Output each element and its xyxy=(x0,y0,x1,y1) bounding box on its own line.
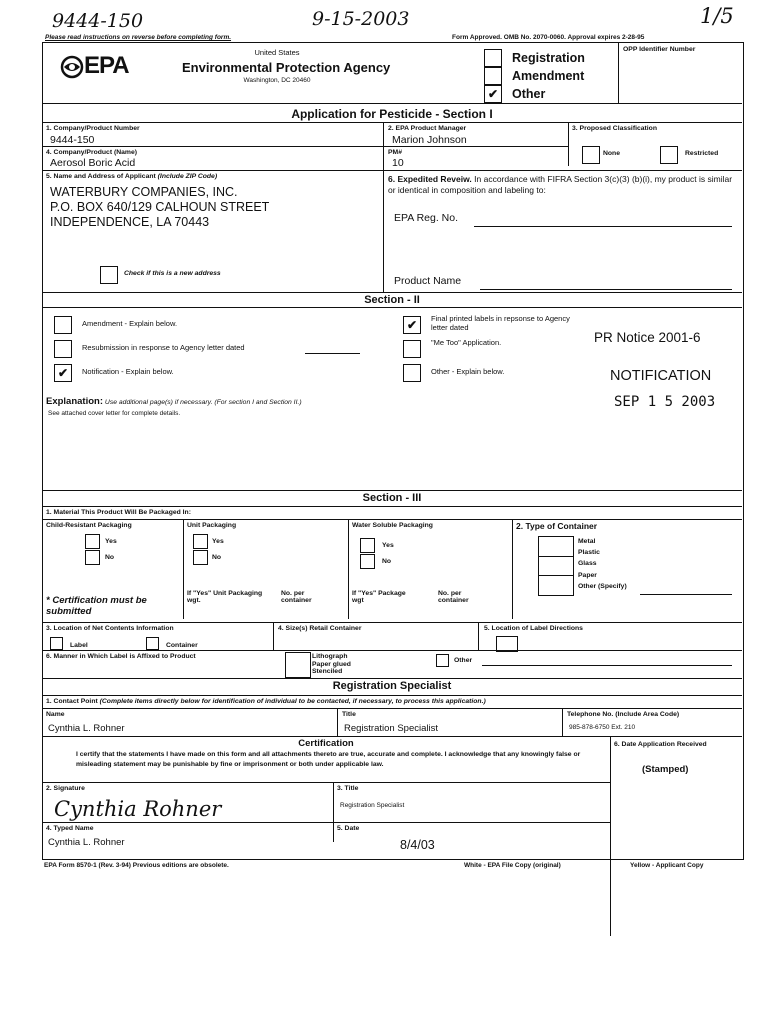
child-resistant-no-label: No xyxy=(105,554,115,561)
final-labels-label: Final printed labels in repsonse to Agency letter dated xyxy=(431,314,570,332)
applicant-label: 5. Name and Address of Applicant (Include ZIP Code) xyxy=(46,173,218,180)
material-label: 1. Material This Product Will Be Packaged In: xyxy=(46,509,191,516)
other-label: Other xyxy=(512,87,546,101)
unit-packaging-yes-checkbox[interactable] xyxy=(193,534,208,549)
class-none-label: None xyxy=(603,150,620,157)
class-restricted-checkbox[interactable] xyxy=(660,146,678,164)
contact-point-label: 1. Contact Point (Complete items directly below for identification of individual to be contacted, if necessary, to process this application.) xyxy=(46,698,486,705)
phone[interactable]: 985-878-6750 Ext. 210 xyxy=(569,724,636,731)
me-too-checkbox[interactable] xyxy=(403,340,421,358)
epa-flower-icon xyxy=(60,55,84,79)
new-address-checkbox[interactable] xyxy=(100,266,118,284)
phone-label: Telephone No. (Include Area Code) xyxy=(567,711,680,718)
unit-packaging-wgt-label: If "Yes" Unit Packaging wgt. xyxy=(187,590,263,605)
package-wgt-label: If "Yes" Package wgt xyxy=(352,590,406,605)
manner-checkboxes[interactable] xyxy=(285,652,311,678)
unit-packaging-label: Unit Packaging xyxy=(187,522,237,529)
title3[interactable]: Registration Specialist xyxy=(340,802,405,809)
contact-title[interactable]: Registration Specialist xyxy=(344,723,438,734)
typed-name-label: 4. Typed Name xyxy=(46,825,94,832)
typed-name[interactable]: Cynthia L. Rohner xyxy=(48,837,125,848)
amendment-explain-checkbox[interactable] xyxy=(54,316,72,334)
stamp-date: SEP 1 5 2003 xyxy=(614,394,716,410)
water-soluble-yes-label: Yes xyxy=(382,542,394,549)
pkg-no-per-container-label: No. per container xyxy=(438,590,469,605)
signature-label: 2. Signature xyxy=(46,785,85,792)
registration-checkbox[interactable] xyxy=(484,49,502,67)
company-product-number[interactable]: 9444-150 xyxy=(50,134,95,146)
section3-title: Section - III xyxy=(362,492,422,504)
product-name2-line[interactable] xyxy=(480,289,732,290)
child-resistant-label: Child-Resistant Packaging xyxy=(46,522,132,529)
net-contents-container-opt: Container xyxy=(166,642,198,649)
date[interactable]: 8/4/03 xyxy=(400,838,435,852)
other-explain-checkbox[interactable] xyxy=(403,364,421,382)
final-labels-checkbox[interactable]: ✔ xyxy=(403,316,421,334)
net-contents-label-checkbox[interactable] xyxy=(50,637,63,650)
other-checkbox[interactable]: ✔ xyxy=(484,85,502,103)
product-manager[interactable]: Marion Johnson xyxy=(392,134,467,146)
stamped-label: (Stamped) xyxy=(642,764,689,775)
manner-other-label: Other xyxy=(454,657,473,664)
child-resistant-yes-label: Yes xyxy=(105,538,117,545)
me-too-label: "Me Too" Application. xyxy=(431,338,502,347)
resubmission-checkbox[interactable] xyxy=(54,340,72,358)
section4-title: Registration Specialist xyxy=(332,680,452,692)
expedited-review: 6. Expedited Reveiw. In accordance with FIFRA Section 3(c)(3) (b)(i), my product is similar or identical in composition and labeling to: xyxy=(388,174,733,195)
unit-no-per-container-label: No. per container xyxy=(281,590,312,605)
manner-other-line[interactable] xyxy=(482,665,732,666)
handwritten-date: 9-15-2003 xyxy=(312,8,410,30)
proposed-classification-label: 3. Proposed Classification xyxy=(572,125,657,132)
agency-city: Washington, DC 20460 xyxy=(243,77,311,84)
amendment-checkbox[interactable] xyxy=(484,67,502,85)
section1-title: Application for Pesticide - Section I xyxy=(291,107,493,121)
net-contents-label-opt: Label xyxy=(70,642,88,649)
explanation-text[interactable]: See attached cover letter for complete details. xyxy=(48,410,181,417)
manner-other-checkbox[interactable] xyxy=(436,654,449,667)
applicant-address[interactable]: WATERBURY COMPANIES, INC. P.O. BOX 640/129 CALHOUN STREET INDEPENDENCE, LA 70443 xyxy=(50,185,270,229)
manner-options: Lithograph Paper glued Stenciled xyxy=(312,653,351,675)
container-type-list: Metal Plastic Glass Paper Other (Specify) xyxy=(578,538,627,590)
notification-label: Notification - Explain below. xyxy=(82,367,174,376)
other-explain-label: Other - Explain below. xyxy=(431,367,505,376)
yellow-copy: Yellow - Applicant Copy xyxy=(630,862,704,869)
container-type-checkboxes[interactable] xyxy=(538,536,574,596)
signature[interactable]: Cynthia Rohner xyxy=(54,797,222,821)
unit-packaging-yes-label: Yes xyxy=(212,538,224,545)
certification-must-note: * Certification must be submitted xyxy=(46,595,147,617)
net-contents-label: 3. Location of Net Contents Information xyxy=(46,625,174,632)
product-name-label: 4. Company/Product (Name) xyxy=(46,149,138,156)
white-copy: White - EPA File Copy (original) xyxy=(464,862,561,869)
class-none-checkbox[interactable] xyxy=(582,146,600,164)
section2-title: Section - II xyxy=(364,294,420,306)
new-address-label: Check if this is a new address xyxy=(124,270,221,277)
agency-small: United States xyxy=(254,48,300,57)
product-name[interactable]: Aerosol Boric Acid xyxy=(50,157,136,169)
product-manager-label: 2. EPA Product Manager xyxy=(388,125,467,132)
date-received-label: 6. Date Application Received xyxy=(614,741,707,748)
manner-affixed-label: 6. Manner in Which Label is Affixed to Product xyxy=(46,653,196,660)
pm-number[interactable]: 10 xyxy=(392,157,404,169)
resubmission-date-line[interactable] xyxy=(305,353,360,354)
form-approved: Form Approved. OMB No. 2070-0060. Approval expires 2-28-95 xyxy=(452,34,645,41)
stamp-pr-notice: PR Notice 2001-6 xyxy=(594,330,701,345)
contact-name[interactable]: Cynthia L. Rohner xyxy=(48,723,125,734)
resubmission-label: Resubmission in response to Agency letter dated xyxy=(82,343,245,352)
registration-label: Registration xyxy=(512,51,585,65)
net-contents-container-checkbox[interactable] xyxy=(146,637,159,650)
contact-name-label: Name xyxy=(46,711,65,718)
stamp-notification: NOTIFICATION xyxy=(610,368,712,384)
certification-title: Certification xyxy=(298,738,354,749)
instructions-note: Please read instructions on reverse before completing form. xyxy=(45,34,232,41)
water-soluble-no-checkbox[interactable] xyxy=(360,554,375,569)
company-product-number-label: 1. Company/Product Number xyxy=(46,125,140,132)
handwritten-page: 1/5 xyxy=(700,4,734,28)
date-label: 5. Date xyxy=(337,825,360,832)
title3-label: 3. Title xyxy=(337,785,359,792)
epa-reg-no-label: EPA Reg. No. xyxy=(394,212,459,224)
form-number: EPA Form 8570-1 (Rev. 3-94) Previous editions are obsolete. xyxy=(44,862,229,869)
explanation-heading: Explanation: Use additional page(s) if necessary. (For section I and Section II.) xyxy=(46,396,302,407)
unit-packaging-no-label: No xyxy=(212,554,222,561)
opp-identifier-label: OPP Identifier Number xyxy=(623,46,696,53)
notification-checkbox[interactable]: ✔ xyxy=(54,364,72,382)
retail-size-label: 4. Size(s) Retail Container xyxy=(278,625,362,632)
child-resistant-yes-checkbox[interactable] xyxy=(85,534,100,549)
certification-text: I certify that the statements I have made on this form and all attachments thereto are true, accurate and complete. I acknowledge that any knowingly false or misleading statement may be punishable by fine or imprisonment or both under applicable law. xyxy=(76,751,581,768)
epa-logo xyxy=(60,52,160,82)
pm-number-label: PM# xyxy=(388,149,402,156)
water-soluble-yes-checkbox[interactable] xyxy=(360,538,375,553)
class-restricted-label: Restricted xyxy=(685,150,719,157)
label-directions-label: 5. Location of Label Directions xyxy=(484,625,583,632)
agency-name: Environmental Protection Agency xyxy=(182,60,391,75)
water-soluble-label: Water Soluble Packaging xyxy=(352,522,433,529)
amendment-label: Amendment xyxy=(512,69,585,83)
type-container-label: 2. Type of Container xyxy=(516,521,598,531)
epa-reg-no-line[interactable] xyxy=(474,226,732,227)
epa-logo-text: EPA xyxy=(84,52,129,79)
unit-packaging-no-checkbox[interactable] xyxy=(193,550,208,565)
handwritten-id: 9444-150 xyxy=(52,10,144,32)
child-resistant-no-checkbox[interactable] xyxy=(85,550,100,565)
product-name2-label: Product Name xyxy=(394,275,462,287)
contact-title-label: Title xyxy=(342,711,356,718)
amendment-explain-label: Amendment - Explain below. xyxy=(82,319,178,328)
other-specify-line[interactable] xyxy=(640,594,732,595)
water-soluble-no-label: No xyxy=(382,558,392,565)
